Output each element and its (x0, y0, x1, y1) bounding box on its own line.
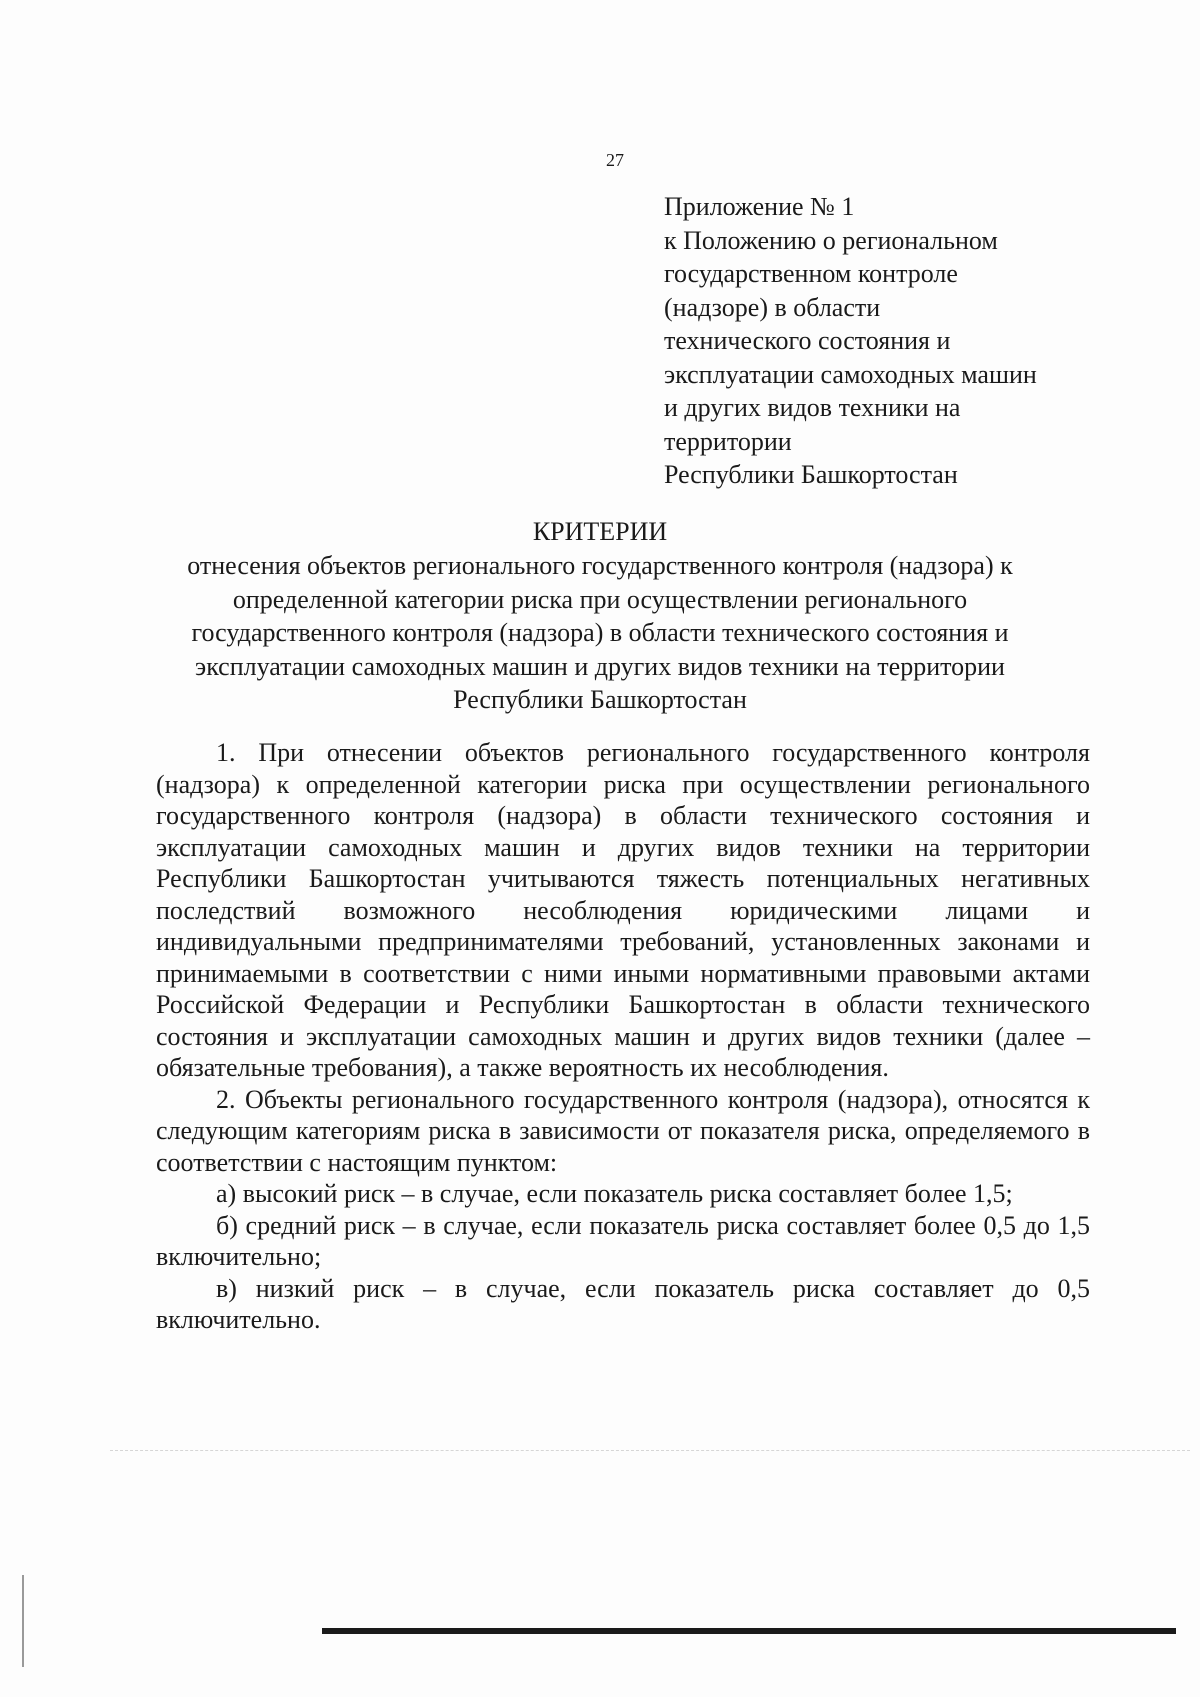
appendix-line: к Положению о региональном (664, 225, 998, 255)
subtitle-line: Республики Башкортостан (453, 685, 747, 715)
scan-artifact-line (110, 1450, 1190, 1452)
paragraph: 2. Объекты регионального государственного контроля (надзора), относятся к следующим категориям риска в зависимости от показателя риска, определяемого в соответствии с настоящим пунктом: (156, 1084, 1090, 1177)
subtitle-line: отнесения объектов регионального государственного контроля (надзора) к (187, 551, 1013, 580)
appendix-line: эксплуатации самоходных машин (664, 359, 1037, 389)
subtitle-line: определенной категории риска при осуществлении регионального (232, 584, 968, 614)
scan-edge-mark (22, 1575, 24, 1667)
document-subtitle (100, 549, 1100, 717)
paragraph: 1. При отнесении объектов регионального государственного контроля (надзора) к определенной категории риска при осуществлении регионального государственного контроля (надзора) в области технического состояния и эксплуатации самоходных машин и других видов техники на территории Республики Башкортостан учитываются тяжесть потенциальных негативных последствий возможного несоблюдения юридическими лицами и индивидуальными предпринимателями требований, установленных законами и принимаемыми в соответствии с ними иными нормативными правовыми актами Российской Федерации и Республики Башкортостан в области технического состояния и эксплуатации самоходных машин и других видов техники (далее – обязательные требования), а также вероятность их несоблюдения. (156, 738, 1090, 1082)
subtitle-line: государственного контроля (надзора) в области технического состояния и (191, 618, 1009, 648)
subtitle-line: эксплуатации самоходных машин и других видов техники на территории (195, 651, 1005, 681)
page-number: 27 (606, 150, 624, 170)
bottom-rule (322, 1628, 1176, 1634)
document-body (156, 737, 1090, 1336)
appendix-line: технического состояния и (664, 326, 951, 355)
list-item: а) высокий риск – в случае, если показатель риска составляет более 1,5; (216, 1179, 1013, 1208)
document-title: КРИТЕРИИ (532, 517, 668, 546)
appendix-line: территории (664, 426, 792, 456)
appendix-line: государственном контроле (664, 259, 958, 288)
list-item: б) средний риск – в случае, если показатель риска составляет более 0,5 до 1,5 включительно; (156, 1210, 1090, 1271)
appendix-line: (надзоре) в области (664, 292, 881, 322)
appendix-reference (664, 190, 1124, 492)
list-item: в) низкий риск – в случае, если показатель риска составляет до 0,5 включительно. (156, 1273, 1090, 1334)
appendix-line: и других видов техники на (664, 393, 961, 422)
appendix-line: Республики Башкортостан (664, 460, 958, 489)
appendix-line: Приложение № 1 (664, 192, 855, 221)
